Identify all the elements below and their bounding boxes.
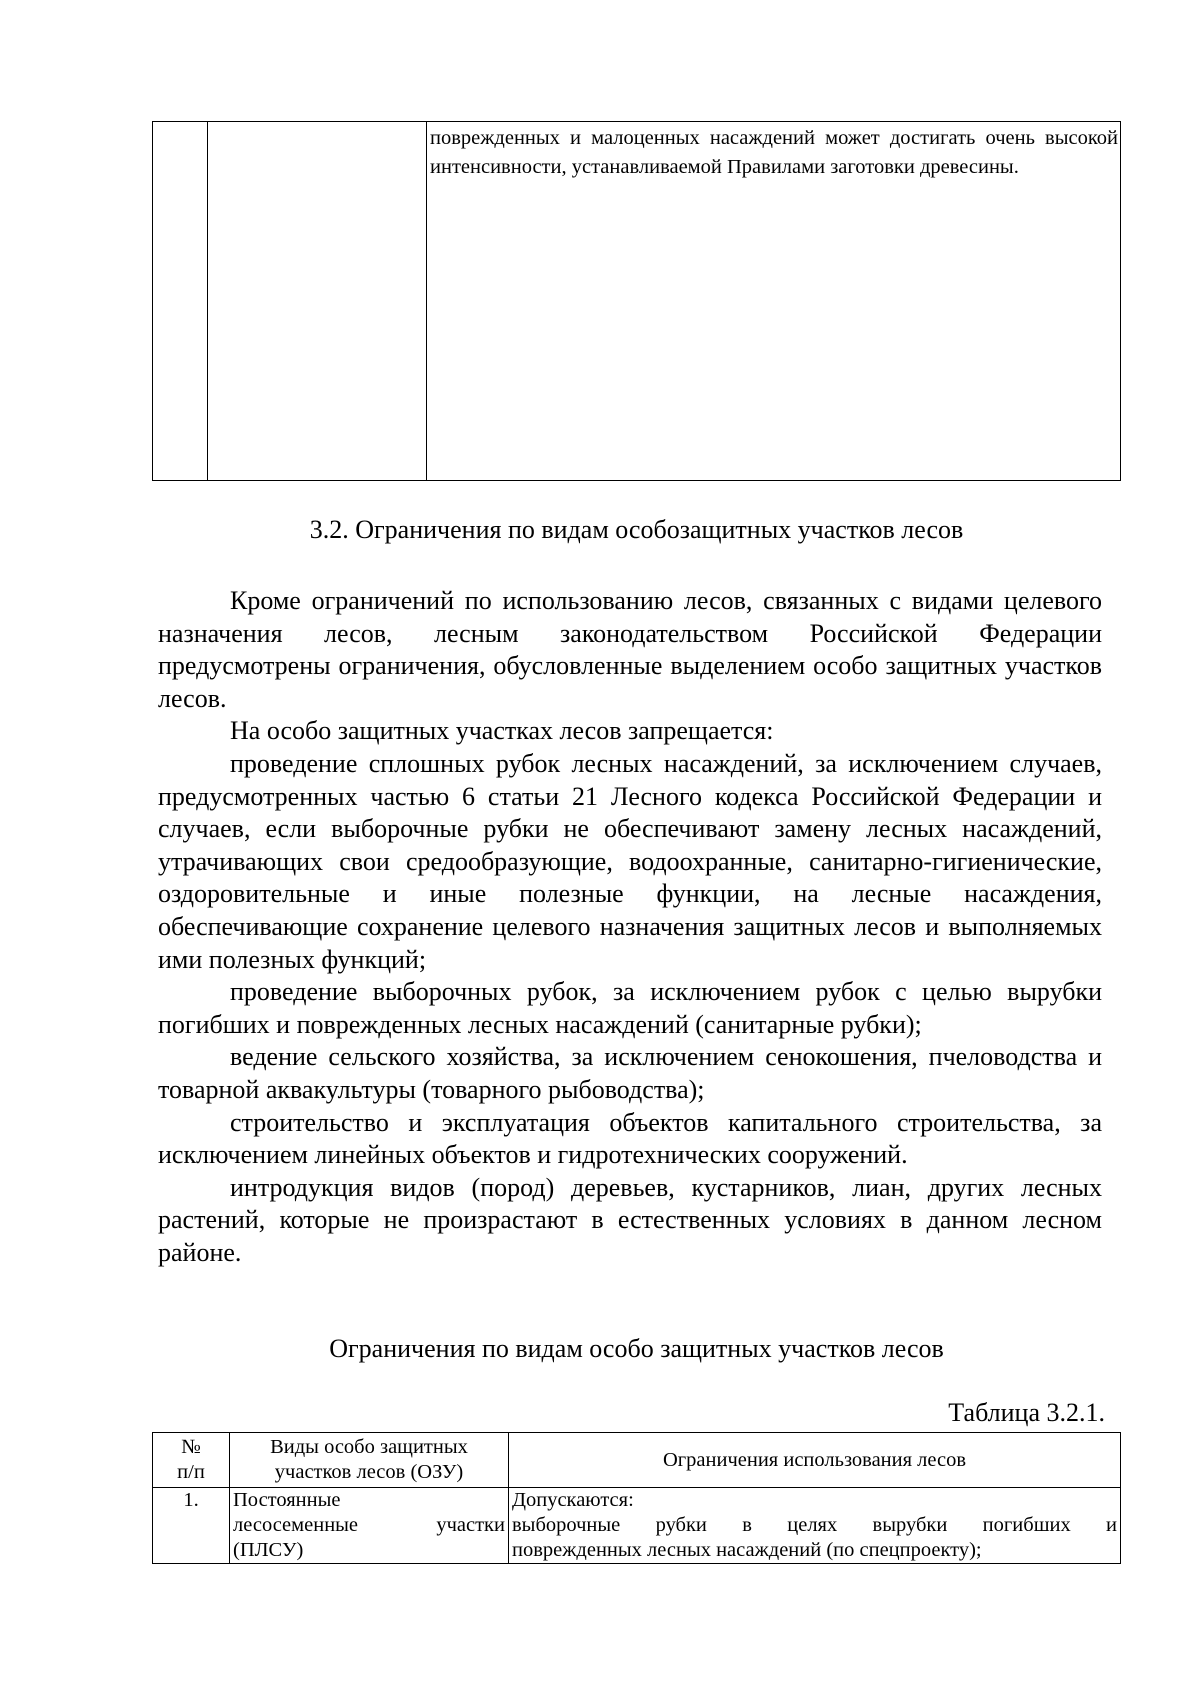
header-kind-line1: Виды особо защитных xyxy=(270,1436,468,1458)
header-kind-line2: участков лесов (ОЗУ) xyxy=(274,1461,464,1483)
header-number-line1: № xyxy=(181,1436,201,1458)
restrictions-table xyxy=(152,1432,1121,1564)
continuation-cell-number xyxy=(153,122,208,481)
paragraph: интродукция видов (пород) деревьев, кустарников, лиан, других лесных растений, которые не произрастают в естественных условиях в данном лесном районе. xyxy=(158,1172,1102,1267)
row-restrictions-line2: выборочные рубки в целях вырубки погибших и xyxy=(512,1514,1117,1536)
header-restrictions: Ограничения использования лесов xyxy=(509,1433,1121,1488)
paragraph: Кроме ограничений по использованию лесов, связанных с видами целевого назначения лесов, лесным законодательством Российской Федерации предусмотрены ограничения, обусловленные выделением особо защитных участков лесов. xyxy=(158,586,1102,713)
table-header-row xyxy=(153,1433,1121,1488)
row-kind-line1: Постоянные xyxy=(233,1489,341,1511)
row-restrictions-line3: поврежденных лесных насаждений (по спецпроекту); xyxy=(512,1539,982,1561)
header-kind xyxy=(230,1433,509,1488)
header-number xyxy=(153,1433,230,1488)
row-kind xyxy=(230,1488,509,1564)
table-number: Таблица 3.2.1. xyxy=(948,1398,1105,1427)
header-number-line2: п/п xyxy=(177,1461,205,1483)
paragraph: На особо защитных участках лесов запрещается: xyxy=(230,716,774,746)
table-caption: Ограничения по видам особо защитных участков лесов xyxy=(329,1334,944,1363)
row-number: 1. xyxy=(153,1488,230,1564)
continuation-cell-text: поврежденных и малоценных насаждений может достигать очень высокой интенсивности, устанавливаемой Правилами заготовки древесины. xyxy=(427,122,1121,481)
row-kind-line2: лесосеменные участки xyxy=(233,1514,505,1536)
table-row xyxy=(153,1488,1121,1564)
row-kind-line3: (ПЛСУ) xyxy=(233,1539,304,1561)
paragraph: ведение сельского хозяйства, за исключением сенокошения, пчеловодства и товарной аквакультуры (товарного рыбоводства); xyxy=(158,1042,1102,1104)
continuation-cell-kind xyxy=(208,122,427,481)
paragraph: проведение выборочных рубок, за исключением рубок с целью вырубки погибших и поврежденных лесных насаждений (санитарные рубки); xyxy=(158,977,1102,1039)
section-heading: 3.2. Ограничения по видам особозащитных участков лесов xyxy=(309,515,964,544)
row-restrictions xyxy=(509,1488,1121,1564)
paragraph: проведение сплошных рубок лесных насаждений, за исключением случаев, предусмотренных частью 6 статьи 21 Лесного кодекса Российской Федерации и случаев, если выборочные рубки не обеспечивают замену лесных насаждений, утрачивающих свои средообразующие, водоохранные, санитарно-гигиенические, оздоровительные и иные полезные функции, на лесные насаждения, обеспечивающие сохранение целевого назначения защитных лесов и выполняемых ими полезных функций; xyxy=(158,748,1102,974)
row-restrictions-line1: Допускаются: xyxy=(512,1489,634,1511)
body-text xyxy=(158,585,1102,1269)
paragraph: строительство и эксплуатация объектов капитального строительства, за исключением линейных объектов и гидротехнических сооружений. xyxy=(158,1107,1102,1170)
continuation-table xyxy=(152,121,1121,481)
